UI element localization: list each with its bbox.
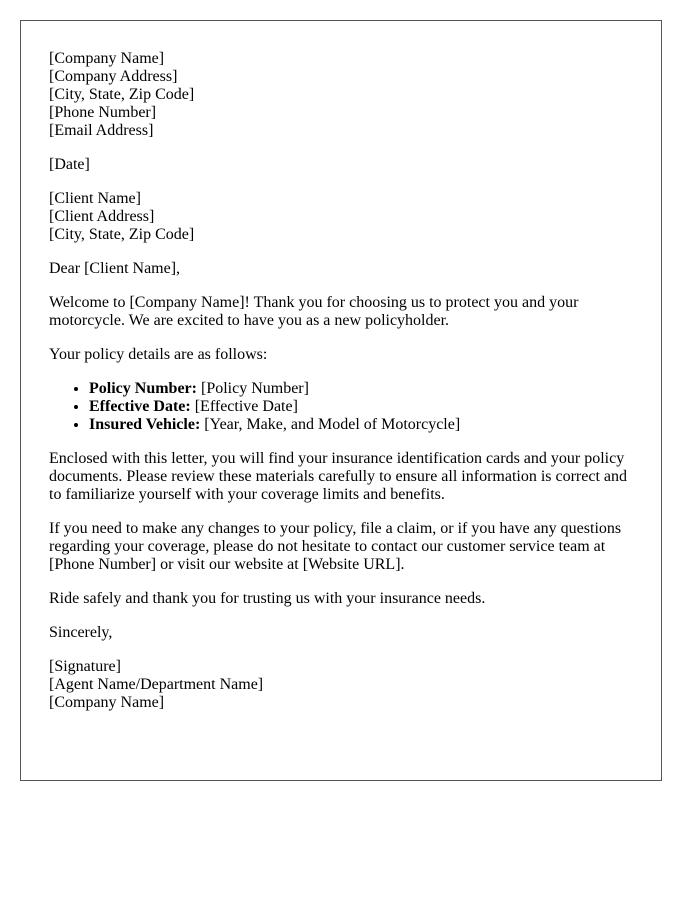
policy-detail-item [89,380,633,398]
recipient-city-state-zip: [City, State, Zip Code] [49,226,195,243]
signature-block [49,658,633,712]
policy-detail-value: [Year, Make, and Model of Motorcycle] [200,416,461,433]
salutation: Dear [Client Name], [49,260,181,277]
policy-detail-label: Insured Vehicle: [89,416,201,433]
policy-detail-value: [Effective Date] [190,398,298,415]
letter-date: [Date] [49,156,90,173]
sender-city-state-zip: [City, State, Zip Code] [49,86,195,103]
policy-details-list [49,380,633,434]
recipient-address: [Client Address] [49,208,155,225]
agent-name: [Agent Name/Department Name] [49,676,264,693]
policy-details-intro: Your policy details are as follows: [49,346,268,363]
sender-company-address: [Company Address] [49,68,178,85]
closing: Sincerely, [49,624,113,641]
signature: [Signature] [49,658,121,675]
policy-detail-item [89,416,633,434]
letter-page [20,20,662,781]
welcome-paragraph: Welcome to [Company Name]! Thank you for choosing us to protect you and your motorcycle. We are excited to have you as a new policyholder. [49,294,579,329]
sender-phone: [Phone Number] [49,104,157,121]
policy-detail-item [89,398,633,416]
policy-detail-value: [Policy Number] [196,380,309,397]
sender-email: [Email Address] [49,122,154,139]
closing-remark: Ride safely and thank you for trusting us with your insurance needs. [49,590,486,607]
signoff-company-name: [Company Name] [49,694,165,711]
recipient-name: [Client Name] [49,190,141,207]
recipient-address-block [49,190,633,244]
sender-company-name: [Company Name] [49,50,165,67]
sender-address-block [49,50,633,140]
policy-detail-label: Policy Number: [89,380,197,397]
enclosed-paragraph: Enclosed with this letter, you will find your insurance identification cards and your policy documents. Please review these materials carefully to ensure all information is correct and to familiarize yourself with your coverage limits and benefits. [49,450,628,503]
contact-paragraph: If you need to make any changes to your policy, file a claim, or if you have any questions regarding your coverage, please do not hesitate to contact our customer service team at [Phone Number] or visit our website at [Website URL]. [49,520,622,573]
policy-detail-label: Effective Date: [89,398,191,415]
